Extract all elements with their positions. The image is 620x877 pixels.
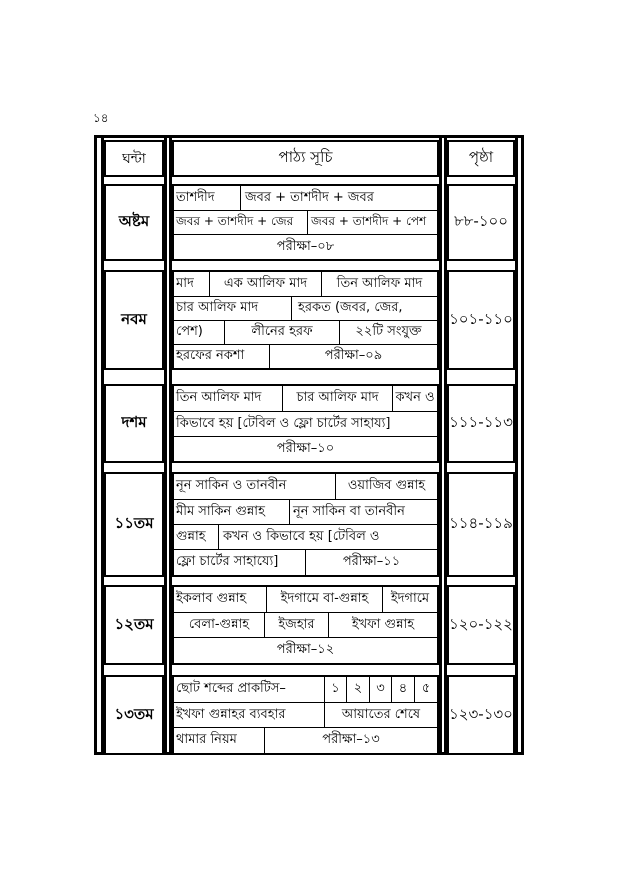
syllabus-item: ইদগামে বা-গুন্নাহ [266, 587, 382, 612]
syllabus-item: ফ্লো চার্টের সাহায্যে] [174, 549, 305, 575]
syllabus-item: ইজহার [264, 612, 328, 637]
header-page: পৃষ্ঠা [468, 148, 494, 166]
syllabus-item: পরীক্ষা–১২ [174, 637, 437, 663]
row-hour: অষ্টম [118, 212, 150, 230]
row-pages: ১০১-১১০ [449, 309, 513, 328]
syllabus-item: কখন ও কিভাবে হয় [টেবিল ও [218, 524, 437, 549]
header-syllabus: পাঠ্য সূচি [278, 148, 333, 166]
syllabus-item: ৪ [391, 677, 414, 702]
syllabus-item: ইকলাব গুন্নাহ [176, 591, 247, 606]
syllabus-item: লীনের হরফ [224, 320, 339, 344]
syllabus-item: হরফের নকশা [174, 344, 269, 368]
syllabus-item: পরীক্ষা–০৮ [174, 234, 437, 259]
syllabus-item: বেলা-গুন্নাহ [174, 612, 264, 637]
syllabus-item: ইদগামে [382, 587, 437, 612]
syllabus-line [174, 587, 437, 663]
row-hour: দশম [121, 413, 147, 431]
syllabus-item: মাদ [176, 275, 194, 291]
syllabus-line [174, 474, 437, 575]
syllabus-item: নূন সাকিন ও তানবীন [176, 478, 287, 493]
syllabus-item: ইখফা গুন্নাহ [328, 612, 437, 637]
row-hour: ১১তম [114, 514, 154, 532]
col-divider-6 [515, 138, 518, 752]
row-pages: ১১১-১১৩ [449, 413, 513, 431]
syllabus-item: চার আলিফ মাদ [174, 296, 291, 320]
syllabus-item: ছোট শব্দের প্রাকটিস– [176, 681, 286, 696]
syllabus-item: পরীক্ষা–১৩ [264, 727, 437, 753]
syllabus-item: কিভাবে হয় [টেবিল ও ফ্লো চার্টের সাহায্য] [174, 411, 437, 436]
row-pages: ৮৮-১০০ [453, 212, 509, 230]
syllabus-item: পরীক্ষা–১০ [174, 436, 437, 461]
syllabus-item: জবর + তাশদীদ + জের [174, 210, 307, 234]
syllabus-line [174, 272, 437, 368]
syllabus-item: থামার নিয়ম [174, 727, 264, 753]
row-pages: ১১৪-১১৯ [449, 514, 513, 532]
row-pages: ১২০-১২২ [449, 614, 513, 633]
syllabus-item: জবর + তাশদীদ + পেশ [307, 210, 437, 234]
syllabus-item: গুন্নাহ [174, 524, 218, 549]
header-hour: ঘন্টা [122, 150, 146, 167]
syllabus-item: পরীক্ষা–০৯ [269, 344, 437, 368]
syllabus-item: চার আলিফ মাদ [282, 386, 392, 411]
syllabus-item: কখন ও [392, 386, 437, 411]
syllabus-table [94, 135, 524, 755]
syllabus-item: পরীক্ষা–১১ [305, 549, 437, 575]
syllabus-item: ২ [346, 677, 369, 702]
syllabus-item: নূন সাকিন বা তানবীন [289, 499, 437, 524]
row-pages: ১২৩-১৩০ [449, 704, 513, 723]
syllabus-item: তাশদীদ [176, 189, 215, 205]
syllabus-item: ইখফা গুন্নাহর ব্যবহার [174, 702, 324, 727]
row-hour: নবম [121, 309, 147, 328]
syllabus-item: হরকত (জবর, জের, [291, 296, 437, 320]
syllabus-item: ২২টি সংযুক্ত [339, 320, 437, 344]
syllabus-line [174, 186, 437, 259]
syllabus-item: মীম সাকিন গুন্নাহ [174, 499, 289, 524]
syllabus-item: এক আলিফ মাদ [209, 272, 321, 296]
col-divider-4 [439, 138, 442, 752]
syllabus-line [174, 677, 437, 753]
row-hour: ১২তম [114, 614, 154, 633]
syllabus-item: ওয়াজিব গুন্নাহ [335, 474, 437, 499]
syllabus-item: পেশ) [174, 320, 224, 344]
syllabus-item: ৩ [369, 677, 391, 702]
syllabus-item: ৫ [414, 677, 437, 702]
col-divider-2 [164, 138, 167, 752]
syllabus-item: আয়াতের শেষে [324, 702, 437, 727]
syllabus-item: জবর + তাশদীদ + জবর [240, 186, 437, 210]
syllabus-line [174, 386, 437, 461]
syllabus-item: ১ [324, 677, 346, 702]
syllabus-item: তিন আলিফ মাদ [321, 272, 437, 296]
page-number: ১৪ [93, 111, 109, 125]
row-hour: ১৩তম [114, 704, 154, 723]
syllabus-item: তিন আলিফ মাদ [176, 390, 262, 405]
